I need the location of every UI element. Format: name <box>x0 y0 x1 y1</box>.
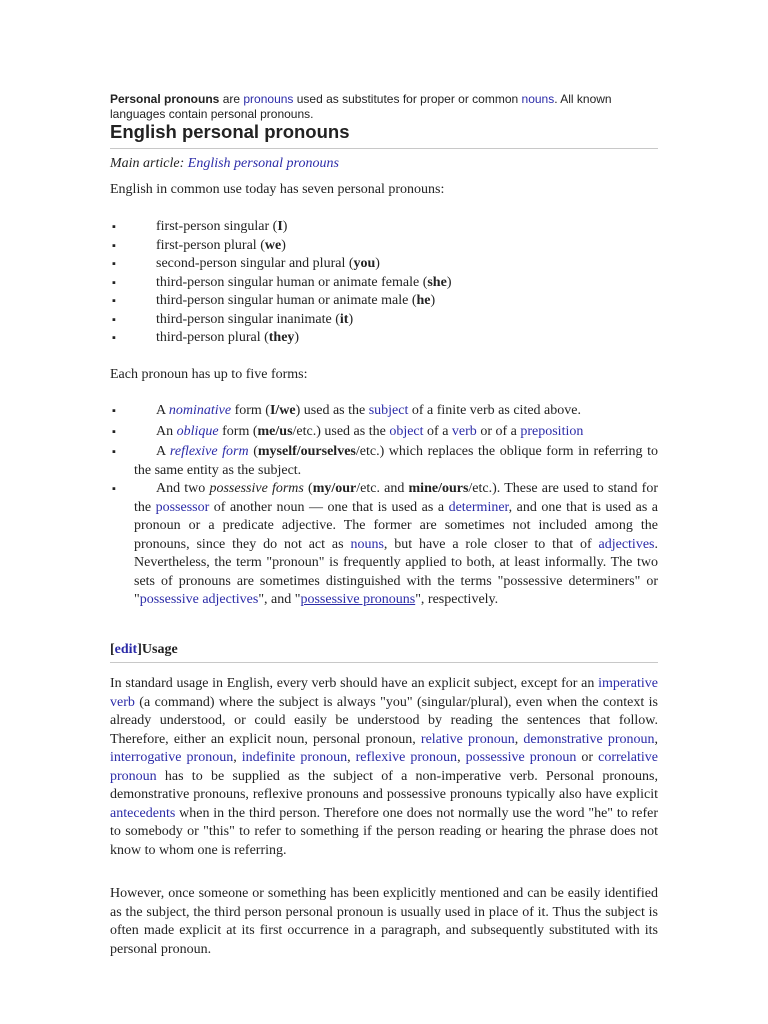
link-adjectives[interactable]: adjectives <box>598 536 655 552</box>
link-object[interactable]: object <box>389 423 424 439</box>
link-imperative-verb[interactable]: imperative verb <box>110 676 658 710</box>
link-verb[interactable]: verb <box>451 423 477 439</box>
link-subject[interactable]: subject <box>368 403 409 418</box>
pronoun-list <box>110 218 658 348</box>
intro-term: Personal pronouns <box>110 92 220 106</box>
page-heading: English personal pronouns <box>110 121 658 149</box>
link-reflexive-pronoun[interactable]: reflexive pronoun <box>355 750 458 765</box>
link-possessor[interactable]: possessor <box>155 499 210 515</box>
list-item: ▪ second-person singular and plural (you) <box>110 255 658 274</box>
link-antecedents[interactable]: antecedents <box>110 805 176 821</box>
seven-intro: English in common use today has seven personal pronouns: <box>110 182 445 197</box>
link-nouns[interactable]: nouns <box>521 92 555 106</box>
link-correlative-pronoun[interactable]: correlative pronoun <box>110 750 658 784</box>
main-article-label: Main article: <box>110 156 188 171</box>
list-item: ▪ third-person singular human or animate male (he) <box>110 292 658 311</box>
link-possessive-pronoun[interactable]: possessive pronoun <box>465 750 577 765</box>
link-possessive-pronouns[interactable]: possessive pronouns <box>300 592 416 607</box>
intro-text: are <box>219 92 244 106</box>
list-item: ▪ A reflexive form (myself/ourselves/etc.) which replaces the oblique form in referring to the same entity as the subject. <box>110 443 658 480</box>
intro-text: . All known languages contain personal pronouns. <box>110 92 612 121</box>
forms-intro: Each pronoun has up to five forms: <box>110 367 308 382</box>
main-article-note <box>110 156 339 172</box>
usage-title: Usage <box>141 642 178 657</box>
usage-heading: [edit]Usage <box>110 642 658 663</box>
link-relative-pronoun[interactable]: relative pronoun <box>420 731 515 747</box>
list-item: ▪ An oblique form (me/us/etc.) used as the object of a verb or of a preposition <box>110 423 658 442</box>
link-pronouns[interactable]: pronouns <box>243 92 294 106</box>
link-nominative[interactable]: nominative <box>168 403 232 418</box>
edit-link[interactable]: edit <box>114 642 138 657</box>
link-demonstrative-pronoun[interactable]: demonstrative pronoun <box>523 731 655 747</box>
list-item: ▪ third-person singular human or animate female (she) <box>110 274 658 293</box>
intro-text: used as substitutes for proper or common <box>293 92 522 106</box>
link-determiner[interactable]: determiner <box>448 499 509 515</box>
list-item: ▪ And two possessive forms (my/our/etc. and mine/ours/etc.). These are used to stand for the possessor of another noun — one that is used as a determiner, and one that is used as a pronoun or a predicate adjective. The former are sometimes not included among the pronouns, since they do not act as nouns, but have a role closer to that of adjectives. Nevertheless, the term "pronoun" is frequently applied to both, at least informally. The two sets of pronouns are sometimes distinguished with the terms "possessive determiners" or "possessive adjectives", and "possessive pronouns", respectively. <box>110 480 658 610</box>
main-article-link[interactable]: English personal pronouns <box>187 156 339 171</box>
list-item: ▪ first-person plural (we) <box>110 237 658 256</box>
link-possessive-adjectives[interactable]: possessive adjectives <box>139 592 259 607</box>
intro-paragraph <box>110 92 658 122</box>
link-reflexive-form[interactable]: reflexive form <box>169 444 249 459</box>
link-indefinite-pronoun[interactable]: indefinite pronoun <box>241 750 348 765</box>
list-item: ▪ third-person plural (they) <box>110 329 658 348</box>
link-interrogative-pronoun[interactable]: interrogative pronoun <box>110 750 234 765</box>
list-item: ▪ A nominative form (I/we) used as the subject of a finite verb as cited above. <box>110 402 658 421</box>
link-nouns-2[interactable]: nouns <box>350 536 384 552</box>
usage-paragraph-1: In standard usage in English, every verb should have an explicit subject, except for an imperative verb (a command) where the subject is always "you" (singular/plural), even when the context is already understood, or could easily be understood by reading the sentences that follow. Therefore, either an explicit noun, personal pronoun, relative pronoun, demonstrative pronoun, interrogative pronoun, indefinite pronoun, reflexive pronoun, possessive pronoun or correlative pronoun has to be supplied as the subject of a non-imperative verb. Personal pronouns, demonstrative pronouns, reflexive pronouns and possessive pronouns typically also have explicit antecedents when in the third person. Therefore one does not normally use the word "he" to refer to somebody or "this" to refer to something if the person reading or hearing the phrase does not know to whom one is referring. <box>110 676 659 858</box>
list-item: ▪ third-person singular inanimate (it) <box>110 311 658 330</box>
list-item: ▪ first-person singular (I) <box>110 218 658 237</box>
link-oblique[interactable]: oblique <box>176 423 219 439</box>
link-preposition[interactable]: preposition <box>520 423 584 439</box>
forms-list <box>110 402 658 610</box>
usage-paragraph-2: However, once someone or something has been explicitly mentioned and can be easily identified as the subject, the third person personal pronoun is usually used in place of it. Thus the subject is often made explicit at its first occurrence in a paragraph, and subsequently substituted with its personal pronoun. <box>110 886 658 957</box>
